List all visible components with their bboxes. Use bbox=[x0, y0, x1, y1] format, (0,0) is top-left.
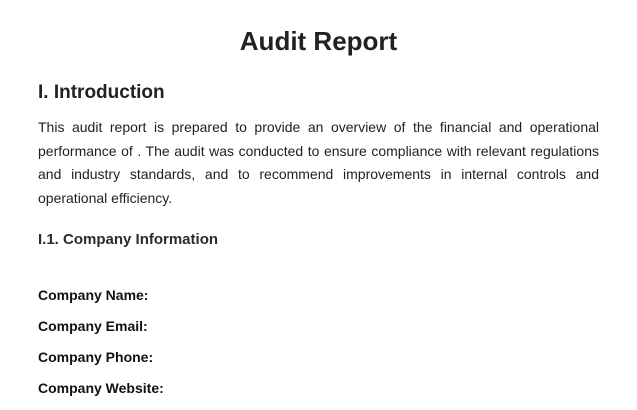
company-name-field bbox=[38, 286, 168, 317]
company-email-label: Company Email: bbox=[38, 318, 148, 334]
company-website-label: Company Website: bbox=[38, 380, 164, 396]
document-title: Audit Report bbox=[239, 26, 398, 56]
company-phone-field bbox=[38, 348, 168, 379]
company-phone-label: Company Phone: bbox=[38, 349, 154, 365]
company-email-field bbox=[38, 317, 168, 348]
subsection-heading-company-information: I.1. Company Information bbox=[38, 231, 219, 248]
company-info-list bbox=[38, 286, 168, 410]
introduction-paragraph: This audit report is prepared to provide an overview of the financial and operational performance of . The audit was conducted to ensure compliance with relevant regulations and industry standards, and to recommend improvements in internal controls and operational efficiency. bbox=[38, 119, 599, 206]
company-name-label: Company Name: bbox=[38, 287, 149, 303]
company-website-field bbox=[38, 379, 168, 410]
section-heading-introduction: I. Introduction bbox=[38, 82, 165, 103]
